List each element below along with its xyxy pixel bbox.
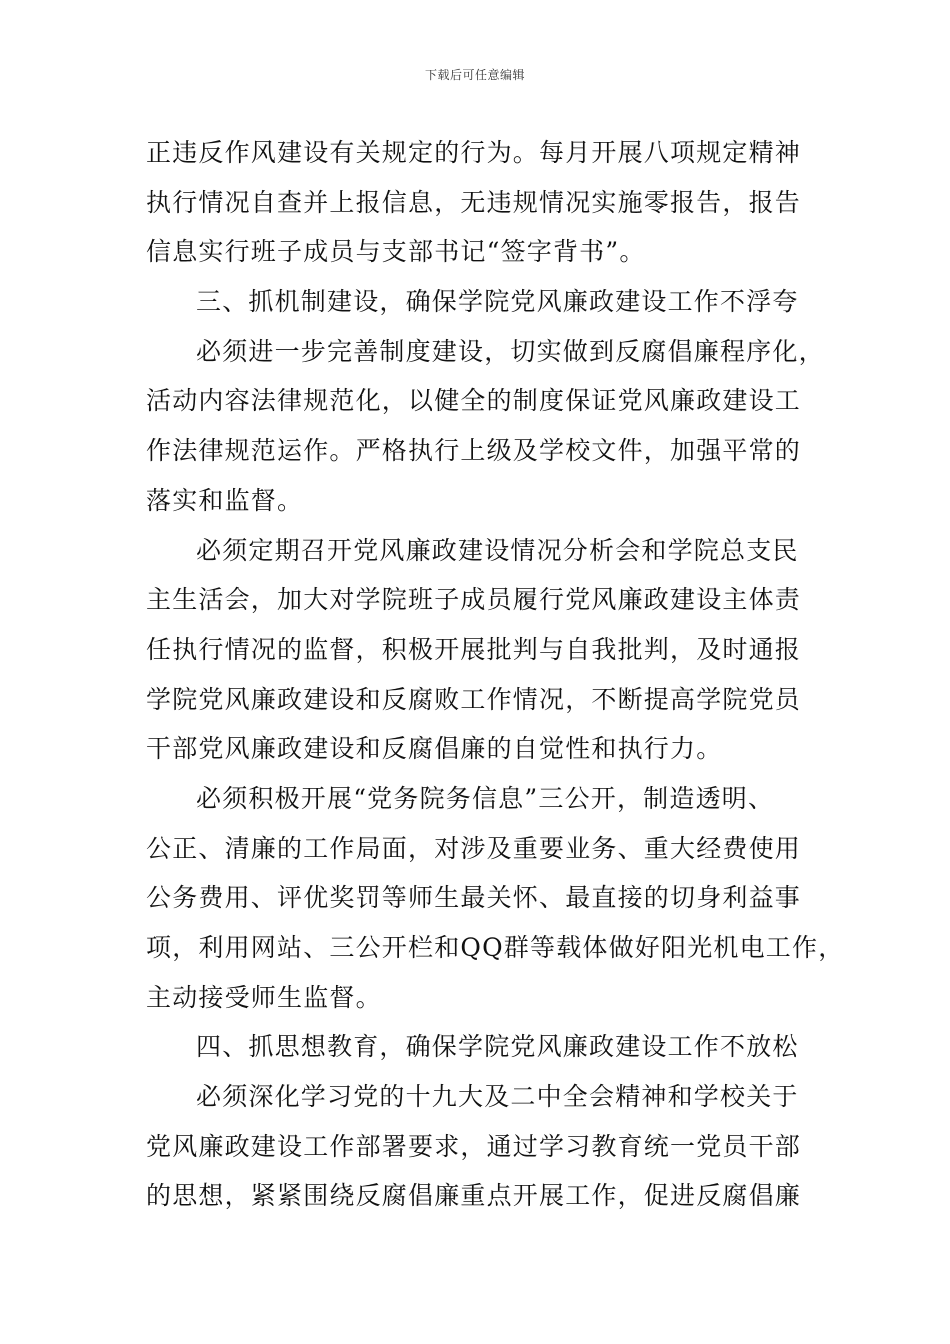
text-line: 主动接受师生监督。	[146, 982, 382, 1012]
text-line: 主生活会，加大对学院班子成员履行党风廉政建设主体责	[146, 585, 802, 615]
text-line: 执行情况自查并上报信息，无违规情况实施零报告，报告	[146, 187, 802, 217]
text-line: 正违反作风建设有关规定的行为。每月开展八项规定精神	[146, 138, 802, 167]
text-line: 三、抓机制建设，确保学院党风廉政建设工作不浮夸	[196, 287, 799, 317]
text-line: 干部党风廉政建设和反腐倡廉的自觉性和执行力。	[146, 734, 723, 764]
text-line: 必须定期召开党风廉政建设情况分析会和学院总支民	[196, 535, 799, 565]
text-line: 信息实行班子成员与支部书记“签字背书”。	[146, 237, 646, 267]
text-line: 必须积极开展“党务院务信息”三公开，制造透明、	[196, 783, 775, 813]
text-line: 党风廉政建设工作部署要求，通过学习教育统一党员干部	[146, 1131, 802, 1161]
text-line: 活动内容法律规范化，以健全的制度保证党风廉政建设工	[146, 386, 802, 416]
text-line: 落实和监督。	[146, 485, 304, 515]
text-line: 四、抓思想教育，确保学院党风廉政建设工作不放松	[196, 1032, 799, 1062]
text-line: 的思想，紧紧围绕反腐倡廉重点开展工作，促进反腐倡廉	[146, 1181, 802, 1211]
text-line: 任执行情况的监督，积极开展批判与自我批判，及时通报	[146, 634, 802, 664]
text-line: 必须进一步完善制度建设，切实做到反腐倡廉程序化，	[196, 336, 825, 366]
text-line: 项，利用网站、三公开栏和QQ群等载体做好阳光机电工作，	[146, 933, 845, 962]
text-line: 作法律规范运作。严格执行上级及学校文件，加强平常的	[146, 436, 802, 466]
text-line: 公正、清廉的工作局面，对涉及重要业务、重大经费使用	[146, 833, 802, 863]
text-line: 必须深化学习党的十九大及二中全会精神和学校关于	[196, 1082, 799, 1112]
header-note: 下载后可任意编辑	[424, 68, 525, 82]
text-line: 学院党风廉政建设和反腐败工作情况，不断提高学院党员	[146, 684, 802, 714]
text-line: 公务费用、评优奖罚等师生最关怀、最直接的切身利益事	[146, 883, 802, 913]
document-body	[146, 128, 845, 1221]
